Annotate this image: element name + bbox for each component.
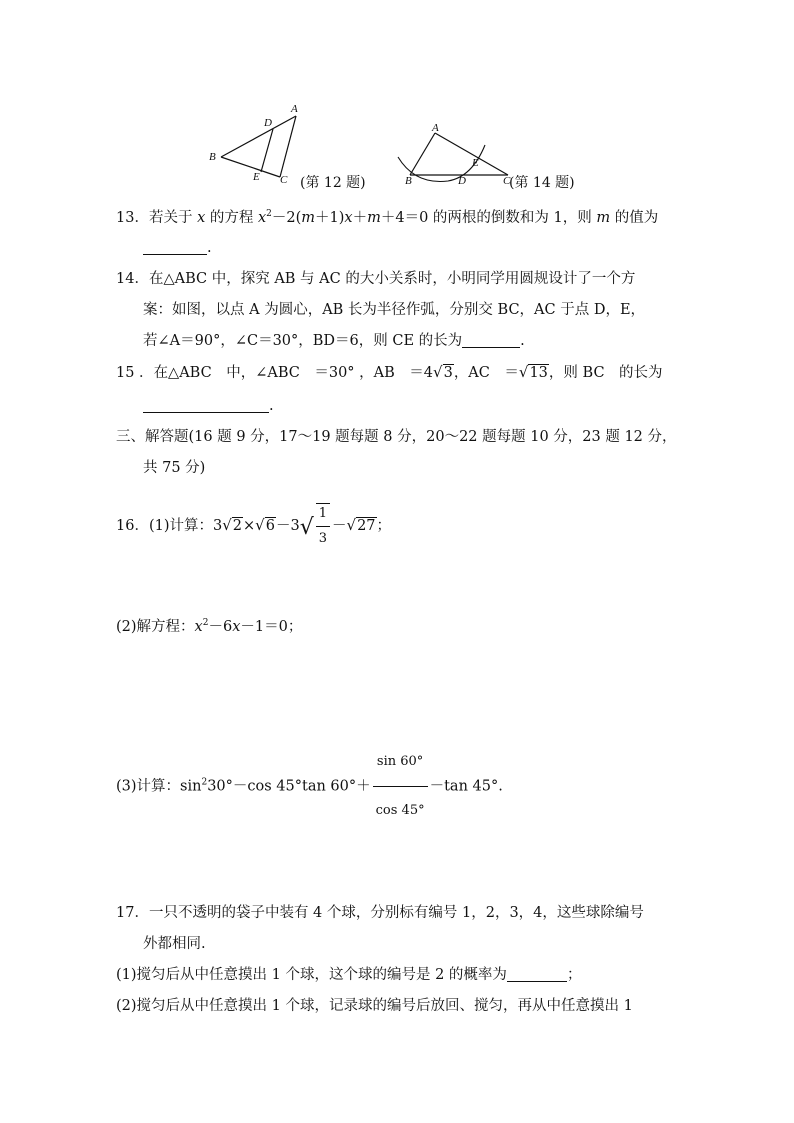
q16-p3-label: (3)计算：sin bbox=[116, 778, 202, 795]
q13-eq-sup: 2 bbox=[266, 209, 272, 219]
q14-text-1: 在△ABC 中，探究 AB 与 AC 的大小关系时，小明同学用圆规设计了一个方 bbox=[148, 271, 636, 287]
q15-answer-line bbox=[143, 396, 274, 416]
q16-p1-times: × bbox=[243, 518, 256, 534]
q13-text-a: 若关于 bbox=[148, 210, 193, 226]
q13-answer-line bbox=[143, 238, 212, 258]
fig12-segment-DE bbox=[261, 129, 273, 172]
q13-eq-rest4: ＋4＝0 的两根的倒数和为 1，则 bbox=[380, 210, 592, 226]
q16-p2-x: x bbox=[194, 619, 203, 635]
section-3-heading-cont bbox=[143, 458, 205, 478]
q14-line-2 bbox=[143, 300, 645, 320]
q17-p2-text: (2)搅匀后从中任意摸出 1 个球，记录球的编号后放回、搅匀，再从中任意摸出 1 bbox=[116, 998, 633, 1014]
q16-p1-frac-num: 1 bbox=[316, 504, 330, 527]
q15-answer-blank[interactable] bbox=[143, 398, 269, 413]
q16-p2-x2: x bbox=[232, 619, 241, 635]
q17-p1-end: ； bbox=[566, 967, 582, 983]
q17-part-1 bbox=[116, 965, 581, 985]
q17-line-2 bbox=[143, 934, 206, 954]
q15-number: 15 ． bbox=[116, 365, 154, 381]
q16-p3-frac-den: cos 45° bbox=[375, 803, 425, 818]
fig12-label-B: B bbox=[209, 151, 216, 163]
q14-number: 14． bbox=[116, 271, 149, 287]
q16-p3-b: －tan 45°. bbox=[429, 778, 503, 795]
q14-text-3: 若∠A＝90°，∠C＝30°，BD＝6，则 CE 的长为 bbox=[143, 333, 463, 349]
q15-radicand-2: 13 bbox=[529, 365, 548, 381]
q16-p1-minus: － bbox=[332, 518, 347, 534]
fig14-label-B: B bbox=[405, 175, 412, 187]
q17-part-2 bbox=[116, 996, 633, 1016]
q16-p1-minus3: －3 bbox=[275, 518, 300, 534]
q15-radicand-1: 3 bbox=[443, 365, 453, 381]
q13-eq-rest3: ＋ bbox=[352, 210, 368, 226]
q16-p2-mid: －6 bbox=[208, 619, 233, 635]
q14-text-2: 案：如图，以点 A 为圆心，AB 长为半径作弧，分别交 BC，AC 于点 D，E， bbox=[143, 302, 646, 318]
q17-p1-text: (1)搅匀后从中任意摸出 1 个球，这个球的编号是 2 的概率为 bbox=[116, 967, 507, 983]
q16-p1-radicand-3: 27 bbox=[357, 518, 376, 534]
section-3-heading bbox=[116, 427, 677, 447]
q17-text-1: 一只不透明的袋子中装有 4 个球，分别标有编号 1，2，3，4，这些球除编号 bbox=[148, 905, 644, 921]
q13-number: 13． bbox=[116, 210, 149, 226]
q16-p2-label: (2)解方程： bbox=[116, 619, 195, 635]
fig14-label-C: C bbox=[503, 175, 511, 187]
figure-14-caption: (第 14 题) bbox=[509, 175, 575, 191]
q16-part-2 bbox=[116, 613, 302, 637]
q15-text-b: ，AC ＝ bbox=[453, 365, 519, 381]
q17-number: 17． bbox=[116, 905, 149, 921]
fig12-segment-AC bbox=[280, 116, 296, 177]
figure-12-caption: (第 12 题) bbox=[300, 175, 366, 191]
q16-p1-frac-den: 3 bbox=[318, 531, 328, 546]
q13-eq-rest2: ＋1) bbox=[315, 210, 345, 226]
q16-p3-frac-num: sin 60° bbox=[373, 740, 428, 787]
q15-text-a: 在△ABC 中，∠ABC ＝30° ，AB ＝4 bbox=[153, 365, 434, 381]
q14-answer-blank[interactable] bbox=[462, 333, 520, 348]
section-3-line-1: 三、解答题(16 题 9 分，17～19 题每题 8 分，20～22 题每题 10 分，23 题 12 分， bbox=[116, 429, 677, 445]
q13-eq-x2: x bbox=[257, 210, 267, 226]
q14-line-1 bbox=[116, 269, 635, 289]
q16-p1-fraction bbox=[316, 503, 330, 549]
q16-p1-radicand-1: 2 bbox=[232, 518, 243, 534]
fig12-label-C: C bbox=[280, 174, 288, 186]
fig14-segment-AB bbox=[410, 133, 435, 175]
q13-answer-blank[interactable] bbox=[143, 240, 207, 255]
q17-p1-answer-blank[interactable] bbox=[507, 967, 567, 982]
q16-p2-end: －1＝0； bbox=[240, 619, 303, 635]
q14-line-3 bbox=[143, 331, 525, 351]
q13-eq-rest1: －2( bbox=[271, 210, 302, 226]
q13-text-c: 的值为 bbox=[614, 210, 659, 226]
fig12-label-A: A bbox=[291, 103, 298, 115]
question-13 bbox=[116, 204, 658, 228]
q13-var-x: x bbox=[197, 210, 206, 226]
fig12-segment-BC bbox=[221, 157, 280, 177]
fig14-label-D: D bbox=[458, 175, 466, 187]
q15-end: . bbox=[269, 398, 274, 414]
q14-end: . bbox=[520, 333, 525, 349]
fig12-label-D: D bbox=[264, 117, 272, 129]
q13-text-b: 的方程 bbox=[209, 210, 254, 226]
q17-text-2: 外都相同. bbox=[143, 936, 206, 952]
q13-eq-m2: m bbox=[367, 210, 381, 226]
fig14-label-E: E bbox=[472, 157, 479, 169]
section-3-line-2: 共 75 分) bbox=[143, 460, 206, 476]
q13-eq-x: x bbox=[344, 210, 353, 226]
q16-p3-a: 30°－cos 45°tan 60°＋ bbox=[207, 778, 371, 795]
q13-end: . bbox=[207, 240, 212, 256]
fig12-label-E: E bbox=[253, 171, 260, 183]
q13-eq-m1: m bbox=[301, 210, 316, 226]
q16-p1-end: ； bbox=[376, 518, 392, 534]
q16-p2-sup: 2 bbox=[202, 618, 209, 628]
q16-part-1: 16．(1)计算：3√2×√6－3√ $\frac{1}{3}$ －√27； bbox=[116, 503, 391, 549]
q16-p3-fraction bbox=[373, 740, 428, 833]
q13-var-m: m bbox=[596, 210, 611, 226]
fig12-segment-BA bbox=[221, 116, 296, 157]
question-15: 15 ．在△ABC 中，∠ABC ＝30° ，AB ＝4√3，AC ＝√13，则 BC 的长为 bbox=[116, 363, 663, 381]
q16-number: 16． bbox=[116, 518, 149, 534]
q16-part-3 bbox=[116, 740, 503, 833]
fig14-label-A: A bbox=[432, 122, 439, 134]
q16-p3-sup: 2 bbox=[201, 777, 208, 788]
q17-line-1 bbox=[116, 903, 644, 923]
q16-p1-label: (1)计算：3 bbox=[148, 518, 223, 534]
q15-text-c: ，则 BC 的长为 bbox=[548, 365, 663, 381]
q16-p1-radicand-2: 6 bbox=[265, 518, 275, 534]
